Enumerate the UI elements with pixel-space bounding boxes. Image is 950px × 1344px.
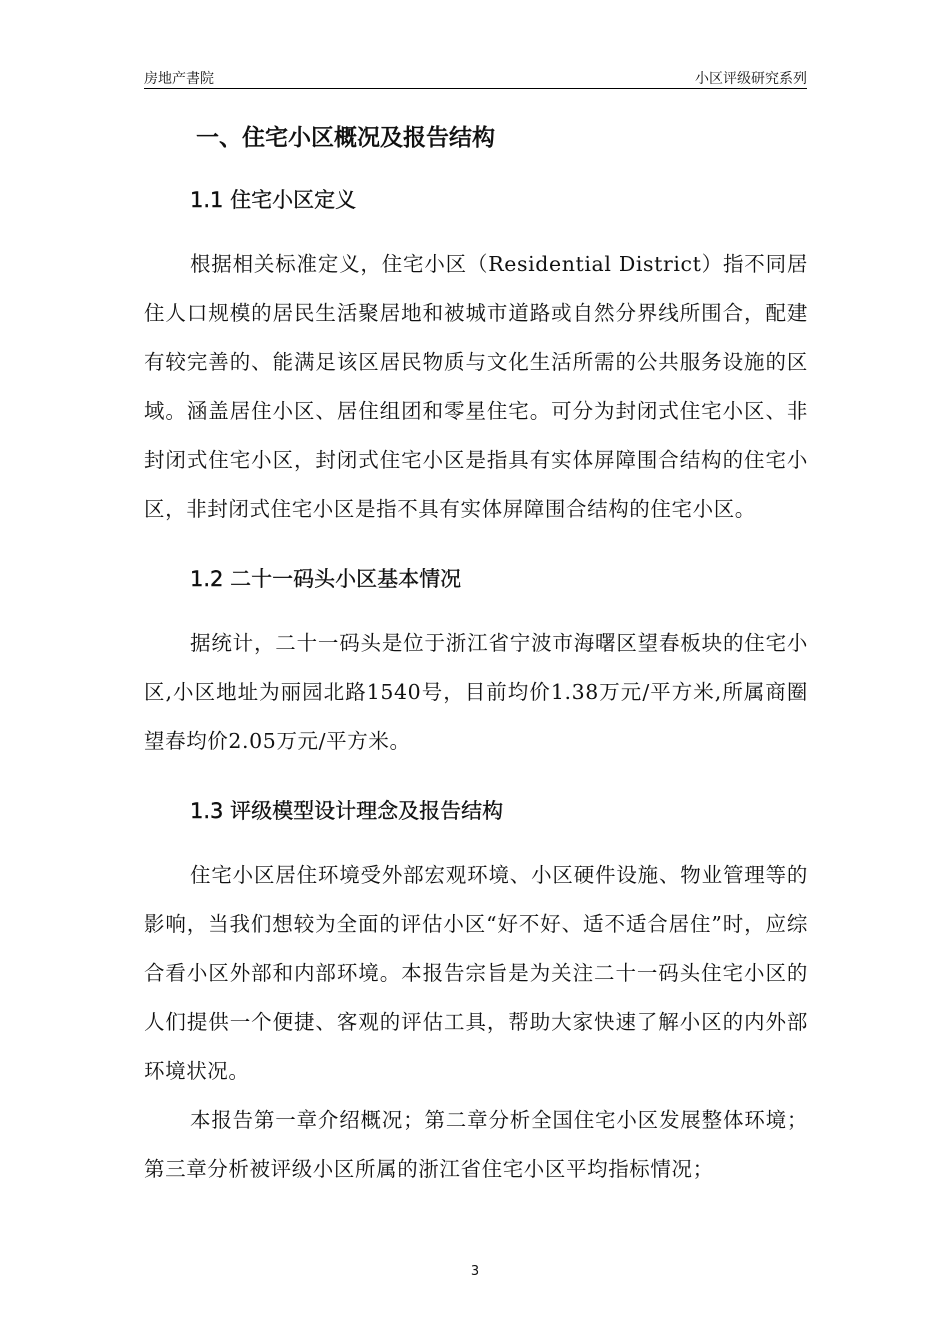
page-header — [144, 62, 807, 89]
section-1-3-paragraph-1: 住宅小区居住环境受外部宏观环境、小区硬件设施、物业管理等的影响，当我们想较为全面的评估小区“好不好、适不适合居住”时，应综合看小区外部和内部环境。本报告宗旨是为关注二十一码头住宅小区的人们提供一个便捷、客观的评估工具，帮助大家快速了解小区的内外部环境状况。 — [144, 863, 808, 1083]
section-heading-1-2: 1.2 二十一码头小区基本情况 — [190, 567, 462, 591]
section-1-2-paragraph: 据统计，二十一码头是位于浙江省宁波市海曙区望春板块的住宅小区,小区地址为丽园北路1540号，目前均价1.38万元/平方米,所属商圈望春均价2.05万元/平方米。 — [144, 631, 808, 753]
chapter-title: 一、住宅小区概况及报告结构 — [196, 125, 495, 151]
section-heading-1-3: 1.3 评级模型设计理念及报告结构 — [190, 799, 504, 823]
page-number: 3 — [470, 1264, 480, 1279]
header-publisher: 房地产書院 — [144, 71, 214, 87]
section-1-1-paragraph: 根据相关标准定义，住宅小区（Residential District）指不同居住人口规模的居民生活聚居地和被城市道路或自然分界线所围合，配建有较完善的、能满足该区居民物质与文化生活所需的公共服务设施的区域。涵盖居住小区、居住组团和零星住宅。可分为封闭式住宅小区、非封闭式住宅小区，封闭式住宅小区是指具有实体屏障围合结构的住宅小区，非封闭式住宅小区是指不具有实体屏障围合结构的住宅小区。 — [144, 252, 808, 521]
header-series: 小区评级研究系列 — [695, 71, 807, 87]
section-heading-1-1: 1.1 住宅小区定义 — [190, 188, 357, 212]
section-1-3-paragraph-2: 本报告第一章介绍概况；第二章分析全国住宅小区发展整体环境；第三章分析被评级小区所属的浙江省住宅小区平均指标情况； — [144, 1108, 808, 1181]
page-body — [144, 118, 808, 1194]
